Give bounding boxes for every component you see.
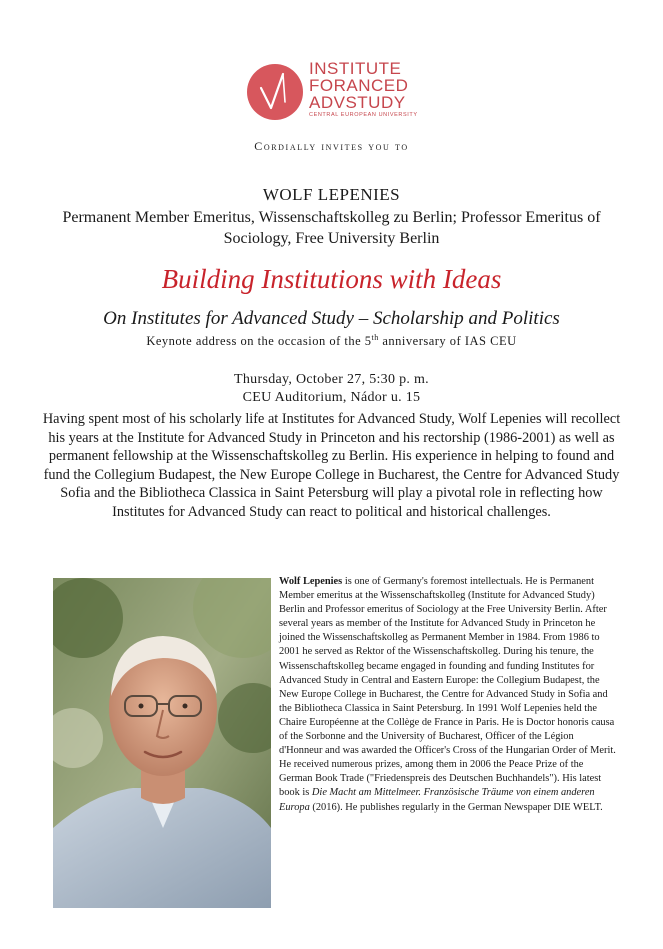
speaker-name: WOLF LEPENIES [262,185,401,204]
portrait-illustration [53,578,271,908]
keynote-text-before: Keynote address on the occasion of the 5 [146,334,372,349]
speaker-role: Permanent Member Emeritus, Wissenschaftskolleg zu Berlin; Professor Emeritus of Sociology, Free University Berlin [62,209,601,247]
keynote-text-after: anniversary of IAS CEU [378,334,517,349]
logo-subline: CENTRAL EUROPEAN UNIVERSITY [309,112,418,118]
bio-book-title: Die Macht am Mittelmeer. Französische Träume von einem anderen Europa [279,787,595,813]
logo-line-1: INSTITUTE [309,59,402,78]
logo-line-2: FORANCED [309,76,409,95]
event-location: CEU Auditorium, Nádor u. 15 [242,390,421,405]
logo-check-icon [247,64,303,120]
bio-text-tail: (2016). He publishes regularly in the German Newspaper DIE WELT. [309,801,603,813]
event-datetime: Thursday, October 27, 5:30 p. m. [234,372,429,387]
logo-line-3: ADVSTUDY [309,93,406,112]
talk-title: Building Institutions with Ideas [161,264,502,294]
ias-logo-wordmark [309,60,418,119]
ias-logo [247,60,427,124]
talk-subtitle: On Institutes for Advanced Study – Scholarship and Politics [103,308,560,329]
bio-speaker-name: Wolf Lepenies [279,576,343,587]
event-details [0,371,663,407]
keynote-line [0,333,663,349]
ias-logo-mark [247,64,303,120]
speaker-biography [279,575,619,815]
keynote-ordinal-suffix: th [371,333,379,342]
event-description: Having spent most of his scholarly life at Institutes for Advanced Study, Wolf Lepenies will recollect his years at the Institute for Advanced Study in Princeton and his rectorship (1986-2001) as well as permanent fellowship at the Wissenschaftskolleg zu Berlin. His experience in helping to found and fund the Collegium Budapest, the New Europe College in Bucharest, the Centre for Advanced Study Sofia and the Bibliotheca Classica in Saint Petersburg will play a pivotal role in reflecting how Institutes for Advanced Study can react to political and historical challenges. [42,411,621,520]
invitation-line: Cordially invites you to [254,139,409,153]
bio-text: is one of Germany's foremost intellectuals. He is Permanent Member emeritus at the Wissenschaftskolleg (Institute for Advanced Study) Berlin and Professor emeritus of Sociology at the Free University Berlin. After several years as member of the Institute for Advanced Study in Princeton he joined the Wissenschaftskolleg as Permanent Member in 1984. From 1986 to 2001 he served as Rektor of the Wissenschaftskolleg. During his tenure, the Wissenschaftskolleg became engaged in founding and funding Institutes for Advanced Study in Central and Eastern Europe: the Collegium Budapest, the New Europe College in Bucharest, the Centre for Advanced Study in Sofia and the Bibliotheca Classica in Saint Petersburg. In 1991 Wolf Lepenies held the Chaire Européenne at the Collège de France in Paris. He is Doctor honoris causa of the Sorbonne and the University of Bucharest, Officer of the Légion d'Honneur and was awarded the Officer's Cross of the Hungarian Order of Merit. He received numerous prizes, among them in 2006 the Peace Prize of the German Book Trade ("Friedenspreis des Deutschen Buchhandels"). His latest book is [279,576,616,799]
speaker-portrait-photo [53,578,271,908]
